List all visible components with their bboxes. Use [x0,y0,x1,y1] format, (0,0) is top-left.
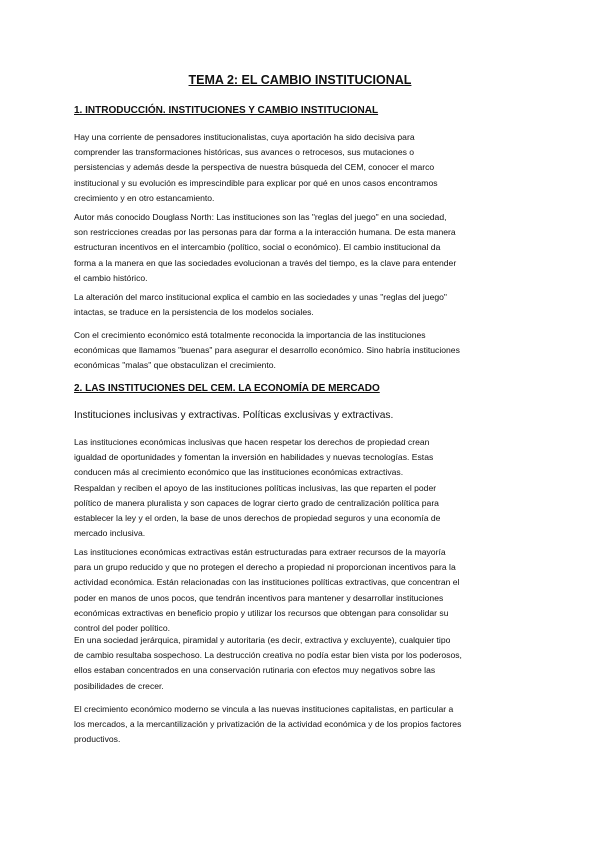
text-line: igualdad de oportunidades y fomentan la inversión en habilidades y nuevas tecnologías. Estas [74,452,434,463]
text-line: comprender las transformaciones históricas, sus avances o retrocesos, sus mutaciones o [74,147,415,158]
text-line: Autor más conocido Douglass North: Las instituciones son las "reglas del juego" en una sociedad, [74,212,447,222]
section-2-paragraph-1 [74,435,528,541]
text-line: conducen más al crecimiento económico que las instituciones económicas extractivas. [74,467,404,478]
text-line: establecer la ley y el orden, la base de unos derechos de propiedad seguros y una economía de [74,513,441,524]
text-line: crecimiento y en otro estancamiento. [74,192,215,203]
text-line: mercado inclusiva. [74,528,146,539]
text-line: los mercados, a la mercantilización y privatización de la actividad económica y de los propios factores [74,719,462,730]
text-line: posibilidades de crecer. [74,680,164,691]
text-line: Las instituciones económicas extractivas están estructuradas para extraer recursos de la mayoría [74,547,446,557]
text-line: de cambio resultaba sospechoso. La destrucción creativa no podía estar bien vista por los poderosos, [74,650,462,661]
text-line: En una sociedad jerárquica, piramidal y autoritaria (es decir, extractiva y excluyente), cualquier tipo [74,635,451,645]
text-line: económicas extractivas en beneficio propio y utilizar los recursos que obtengan para consolidar su [74,607,449,618]
section-2-paragraph-4 [74,702,528,748]
document-title: TEMA 2: EL CAMBIO INSTITUCIONAL [188,73,412,87]
text-line: poder en manos de unos pocos, que tendrán incentivos para mantener y desarrollar instituciones [74,592,444,603]
text-line: actividad económica. Están relacionadas con las instituciones políticas extractivas, que concentran el [74,577,460,588]
section-1-paragraph-3 [74,290,528,320]
text-line: político de manera pluralista y son capaces de lograr cierto grado de centralización política para [74,497,439,508]
text-line: el cambio histórico. [74,272,148,283]
section-1-paragraph-2 [74,210,528,286]
text-line: ellos estaban concentrados en una conservación rutinaria con efectos muy negativos sobre las [74,665,436,676]
text-line: para un grupo reducido y que no protegen el derecho a propiedad ni proporcionan incentivos para la [74,562,456,573]
text-line: control del poder político. [74,623,171,634]
text-line: Con el crecimiento económico está totalmente reconocida la importancia de las instituciones [74,330,426,340]
text-line: Respaldan y reciben el apoyo de las instituciones políticas inclusivas, las que reparten el poder [74,482,437,493]
text-line: intactas, se traduce en la persistencia de los modelos sociales. [74,307,314,318]
text-line: institucional y su evolución es imprescindible para explicar por qué en unos casos encontramos [74,177,438,188]
section-2-paragraph-2 [74,545,528,636]
text-line: La alteración del marco institucional explica el cambio en las sociedades y unas "reglas del juego" [74,292,447,302]
text-line: Las instituciones económicas inclusivas que hacen respetar los derechos de propiedad crean [74,437,430,447]
text-line: económicas "malas" que obstaculizan el crecimiento. [74,360,276,371]
section-1-paragraph-1 [74,130,528,206]
text-line: persistencias y además desde la perspectiva de nuestra búsqueda del CEM, conocer el marco [74,162,435,173]
text-line: Hay una corriente de pensadores institucionalistas, cuya aportación ha sido decisiva para [74,132,415,142]
section-2-heading: 2. LAS INSTITUCIONES DEL CEM. LA ECONOMÍA DE MERCADO [74,383,380,394]
section-1-heading: 1. INTRODUCCIÓN. INSTITUCIONES Y CAMBIO INSTITUCIONAL [74,105,379,116]
text-line: El crecimiento económico moderno se vincula a las nuevas instituciones capitalistas, en particular a [74,704,454,714]
text-line: forma a la manera en que las sociedades evolucionan a través del tiempo, es la clave para entender [74,257,457,268]
text-line: estructuran incentivos en el intercambio (político, social o económico). El cambio institucional da [74,242,441,253]
text-line: productivos. [74,734,121,745]
section-2-paragraph-3 [74,633,528,694]
text-line: económicas que llamamos "buenas" para asegurar el desarrollo económico. Sino habría instituciones [74,345,460,356]
text-line: son restricciones creadas por las personas para dar forma a la interacción humana. De esta manera [74,227,456,238]
section-2-subheading: Instituciones inclusivas y extractivas. Políticas exclusivas y extractivas. [74,410,394,421]
section-1-paragraph-4 [74,328,528,374]
